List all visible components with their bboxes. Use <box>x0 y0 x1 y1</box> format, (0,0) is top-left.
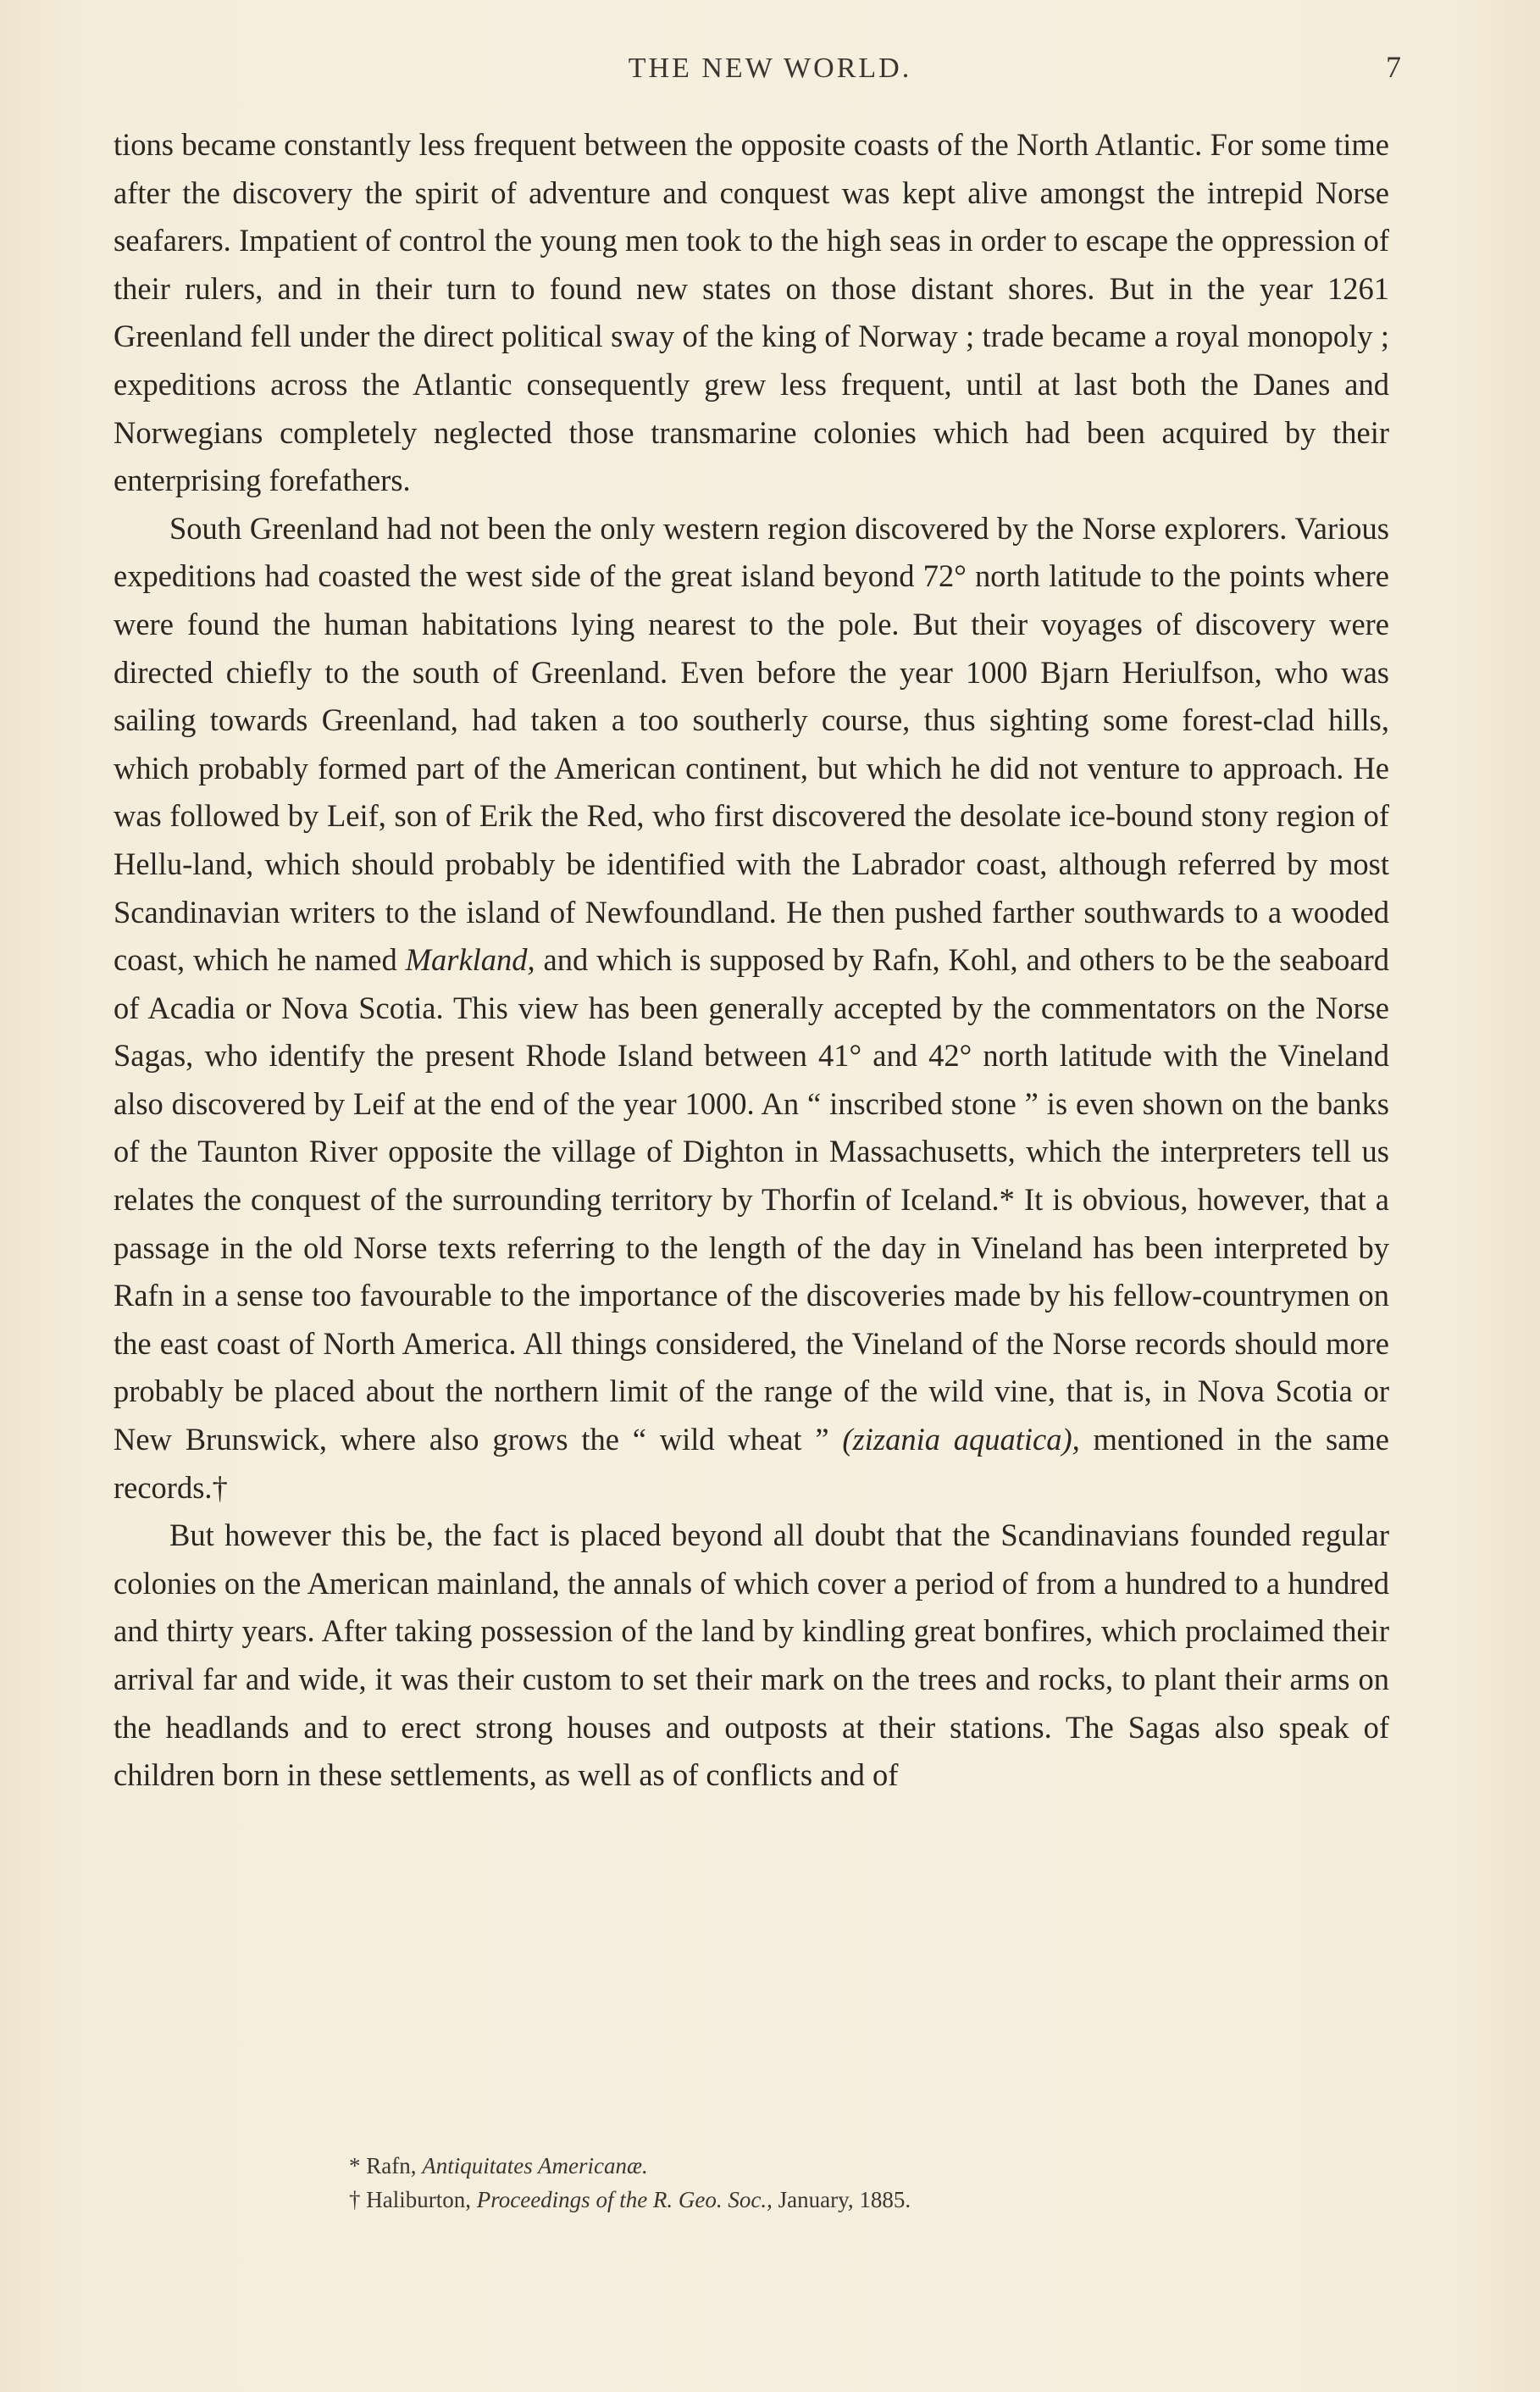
italic-text: Markland, <box>405 942 535 978</box>
footnote-work: Proceedings of the R. Geo. Soc., <box>476 2187 773 2212</box>
paragraph-p3 <box>114 1512 1389 1800</box>
body-text <box>114 121 1389 1800</box>
footnote-marker: * <box>349 2153 361 2178</box>
page-number: 7 <box>1386 50 1401 84</box>
running-title: THE NEW WORLD. <box>628 53 912 84</box>
footnote-author: Rafn, <box>366 2153 417 2178</box>
paragraph-p1 <box>114 121 1389 505</box>
text-run: tions became constantly less frequent between the opposite coasts of the North Atlantic. For some time after the discovery the spirit of adventure and conquest was kept alive amongst the intrepid Norse seafarers. Impatient of control the young men took to the high seas in order to escape the oppression of their rulers, and in their turn to found new states on those distant shores. But in the year 1261 Greenland fell under the direct political sway of the king of Norway ; trade became a royal monopoly ; expeditions across the Atlantic consequently grew less frequent, until at last both the Danes and Norwegians completely neglected those transmarine colonies which had been acquired by their enterprising forefathers. <box>114 127 1389 498</box>
footnote-1 <box>114 2149 1389 2183</box>
italic-text: (zizania aquatica), <box>842 1422 1080 1457</box>
running-head <box>0 44 1540 95</box>
footnote-work: Antiquitates Americanæ. <box>422 2153 648 2178</box>
footnote-marker: † <box>349 2187 361 2212</box>
footnote-2 <box>114 2183 1389 2217</box>
footnotes <box>114 2149 1389 2217</box>
text-run: and which is supposed by Rafn, Kohl, and others to be the seaboard of Acadia or Nova Scotia. This view has been generally accepted by the commentators on the Norse Sagas, who identify the present Rhode Island between 41° and 42° north latitude with the Vineland also discovered by Leif at the end of the year 1000. An “ inscribed stone ” is even shown on the banks of the Taunton River opposite the village of Dighton in Massachusetts, which the interpreters tell us relates the conquest of the surrounding territory by Thorfin of Iceland.* It is obvious, however, that a passage in the old Norse texts referring to the length of the day in Vineland has been interpreted by Rafn in a sense too favourable to the importance of the discoveries made by his fellow-countrymen on the east coast of North America. All things considered, the Vineland of the Norse records should more probably be placed about the northern limit of the range of the wild vine, that is, in Nova Scotia or New Brunswick, where also grows the “ wild wheat ” <box>114 942 1389 1457</box>
footnote-author: Haliburton, <box>366 2187 471 2212</box>
text-run: mentioned in the same records.† <box>114 1422 1389 1505</box>
text-run: South Greenland had not been the only western region discovered by the Norse explorers. Various expeditions had coasted the west side of the great island beyond 72° north latitude to the points where were found the human habitations lying nearest to the pole. But their voyages of discovery were directed chiefly to the south of Greenland. Even before the year 1000 Bjarn Heriulfson, who was sailing towards Greenland, had taken a too southerly course, thus sighting some forest-clad hills, which probably formed part of the American continent, but which he did not venture to approach. He was followed by Leif, son of Erik the Red, who first discovered the desolate ice-bound stony region of Hellu-land, which should probably be identified with the Labrador coast, although referred by most Scandinavian writers to the island of Newfoundland. He then pushed farther southwards to a wooded coast, which he named <box>114 510 1389 978</box>
text-run: But however this be, the fact is placed beyond all doubt that the Scandinavians founded regular colonies on the American mainland, the annals of which cover a period of from a hundred to a hundred and thirty years. After taking possession of the land by kindling great bonfires, which proclaimed their arrival far and wide, it was their custom to set their mark on the trees and rocks, to plant their arms on the headlands and to erect strong houses and outposts at their stations. The Sagas also speak of children born in these settlements, as well as of conflicts and of <box>114 1518 1389 1793</box>
footnote-date: January, 1885. <box>778 2187 911 2212</box>
paragraph-p2 <box>114 505 1389 1512</box>
